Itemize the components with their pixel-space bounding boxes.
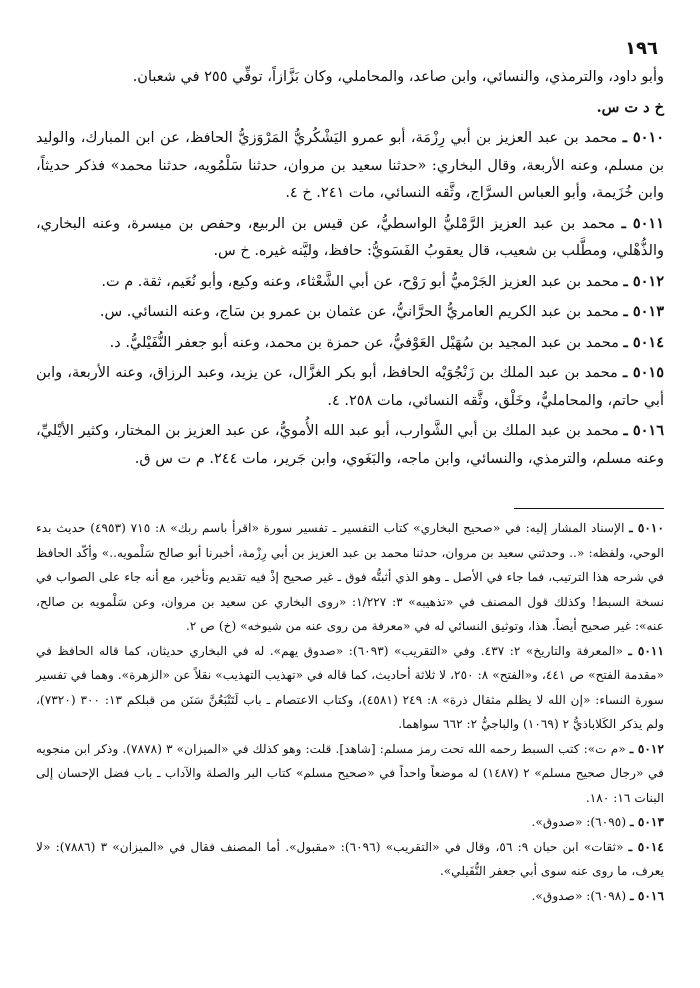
entry-continuation: [36, 64, 664, 92]
footnote-text: (٦٠٩٨): «صدوق».: [531, 888, 627, 903]
footnotes: [36, 516, 664, 908]
footnote-divider: [514, 508, 664, 509]
footnote-5012: [36, 737, 664, 811]
footnote-text: الإسناد المشار إليه: في «صحيح البخاري» كتاب التفسير ـ تفسير سورة «اقرأ باسم ربك» ٨: ٧١٥ (٤٩٥٣) حديث بدء الوحي، ولفظه: «.. وحدثني سعيد بن مروان، حدثنا محمد بن عبد العزيز بن أبي رِزْمة، أخبرنا أبو صالح سَلْمويه..» وأكّد الحافظ في شرحه هذا الترتيب، فما جاء في الأصل ـ وهو الذي أثبتُّه فوق ـ غير صحيح إذْ فيه تقديم وتأخير، مع أنه جاء على الصواب في نسخة السبط! وكذلك قول المصنف في «تذهيبه» ٣: ١/٢٢٧: «روى البخاري عن سعيد بن مروان، وعن سَلْمويه بن صالح، عنه»: غير صحيح أيضاً. هذا، وتوثيق النسائي له في «معرفة من روى عنه من شيوخه» (خ) ص ٢.: [36, 521, 664, 633]
entry-text: محمد بن عبد الملك بن زَنْجُوَيْه الحافظ، أبو بكر الغزَّال، عن يزيد، وعبد الرزاق، وعنه الأربعة، وابن أبي حاتم، والمحامليُّ، وخَلْق، وثَّقه النسائي، مات ٢٥٨. ٤.: [36, 365, 664, 409]
entry-number: ٥٠١٥ ـ: [622, 364, 664, 381]
entry-5012: [36, 268, 664, 297]
footnote-5011: [36, 639, 664, 737]
entry-text: محمد بن عبد المجيد بن سُهَيْل العَوْفيُّ، عن حمزة بن محمد، وعنه أبو جعفر النُّفَيْليُّ. د.: [109, 334, 619, 351]
footnote-5013: [36, 810, 664, 835]
footnote-5016: [36, 884, 664, 909]
footnote-5010: [36, 516, 664, 639]
entry-text: محمد بن عبد العزيز بن أبي رِزْمَة، أبو عمرو اليَشْكُريُّ المَرْوَزيُّ الحافظ، عن ابن المبارك، والوليد بن مسلم، وعنه الأربعة، وقال البخاري: «حدثنا سعيد بن مروان، حدثنا سَلْمُويه، حدثنا محمد» فذكر حديثاً، وابن خُزَيمة، وأبو العباس السرَّاج، وثَّقه النسائي، مات ٢٤١. خ ٤.: [36, 130, 664, 201]
entry-text: خ د ت س.: [596, 98, 664, 116]
entry-text: محمد بن عبد الكريم العامريُّ الحرَّانيُّ، عن عثمان بن عمرو بن سَاج، وعنه النسائي. س.: [99, 304, 619, 320]
entry-number: ٥٠١١ ـ: [621, 214, 665, 232]
entry-number: ٥٠١٦ ـ: [623, 422, 665, 439]
entry-number: ٥٠١٠ ـ: [622, 129, 665, 146]
footnote-number: ٥٠١٦ ـ: [629, 888, 664, 903]
footnote-number: ٥٠١٣ ـ: [629, 815, 664, 829]
entry-5010: [36, 124, 664, 208]
entry-text: محمد بن عبد العزيز الجَرْميُّ أبو رَوْح، عن أبي الشَّعْثاء، وعنه وكيع، وأبو نُعَيم، ثقة. م ت.: [101, 273, 619, 290]
entry-text: محمد بن عبد الملك بن أبي الشَّوارب، أبو عبد الله الأُمويُّ، عن عبد العزيز بن المختار، وكثير الأيْليِّ، وعنه مسلم، والترمذي، والنسائي، وابن ماجه، والبَغَوي، وابن جَرير، مات ٢٤٤. م ت س ق.: [36, 423, 664, 467]
main-text: [36, 64, 664, 475]
footnote-5014: [36, 835, 664, 884]
footnote-number: ٥٠١٢ ـ: [629, 741, 664, 756]
footnote-text: «المعرفة والتاريخ» ٢: ٤٣٧. وفي «التقريب» (٦٠٩٣): «صدوق يهم». له في البخاري حديثان، كما قاله الحافظ في «مقدمة الفتح» ص ٤٤١، و«الفتح» ٨: ٢٥٠، لا ثلاثة أحاديث، كما قاله في «تهذيب التهذيب» نقلاً عن «الزهرة». وهما في تفسير سورة النساء: «إن الله لا يظلم مثقال ذرة» ٨: ٢٤٩ (٤٥٨١)، وكتاب الاعتصام ـ باب لَتَتْبَعُنَّ سَنَن من قبلكم ١٣: ٣٠٠ (٧٣٢٠)، ولم يذكر الكَلاباذيُّ ٢ (١٠٦٩) والباجيُّ ٢: ٦٦٢ سواهما.: [36, 643, 665, 731]
footnote-number: ٥٠١١ ـ: [628, 643, 665, 658]
footnote-number: ٥٠١٠ ـ: [629, 521, 664, 535]
entry-number: ٥٠١٢ ـ: [623, 272, 664, 290]
entry-5015: [36, 359, 664, 415]
entry-symbols: [36, 94, 664, 123]
entry-text: محمد بن عبد العزيز الرَّمْليُّ الواسطيُّ، عن قيس بن الربيع، وحفص بن ميسرة، وعنه البخاري، والذُّهْلي، ومطَّلب بن شعيب، قال يعقوبُ الفَسَويُّ: حافظ، وليَّنه غيره. خ س.: [36, 215, 664, 259]
footnote-text: (٦٠٩٥): «صدوق».: [531, 815, 627, 829]
entry-text: وأبو داود، والترمذي، والنسائي، وابن صاعد، والمحاملي، وكان بَزَّازاً، توفِّي ٢٥٥ في شعبان.: [132, 69, 664, 85]
footnote-text: «م ت»: كتب السبط رحمه الله تحت رمز مسلم: [شاهد]. قلت: وهو كذلك في «الميزان» ٣ (٧٨٧٨). وذكر ابن منجويه في «رجال صحيح مسلم» ٢ (١٤٨٧) له موضعاً واحداً في «صحيح مسلم» كتاب البر والصلة والآداب ـ باب فضل الإحسان إلى البنات ١٦: ١٨٠.: [36, 741, 664, 805]
entry-5011: [36, 210, 664, 266]
page-number: ١٩٦: [625, 38, 658, 59]
entry-5014: [36, 329, 664, 358]
entry-number: ٥٠١٤ ـ: [623, 333, 664, 351]
entry-5013: [36, 298, 664, 327]
footnote-number: ٥٠١٤ ـ: [628, 839, 664, 854]
entry-number: ٥٠١٣ ـ: [623, 303, 664, 320]
footnote-text: «ثقات» ابن حبان ٩: ٥٦، وقال في «التقريب» (٦٠٩٦): «مقبول». أما المصنف فقال في «الميزان» ٣ (٧٨٨٦): «لا يعرف، ما روى عنه سوى أبي جعفر النُّفَيلي».: [36, 839, 664, 878]
entry-5016: [36, 417, 664, 473]
